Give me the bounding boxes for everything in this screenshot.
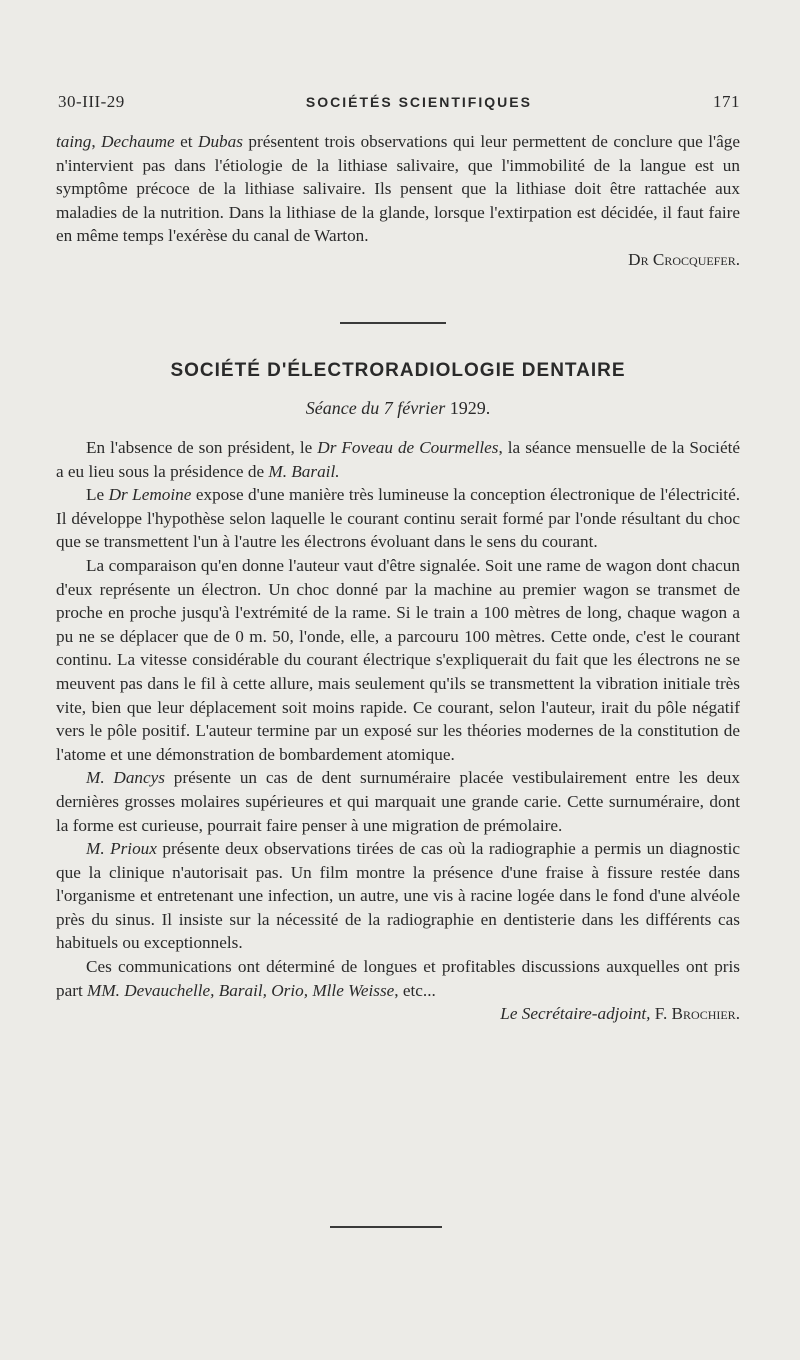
page-number: 171	[713, 92, 740, 111]
paragraph-1: En l'absence de son président, le Dr Foveau de Courmelles, la séance mensuelle de la Société a eu lieu sous la présidence de M. Barail.	[56, 438, 740, 481]
section-divider	[340, 322, 446, 324]
paragraph-3: La comparaison qu'en donne l'auteur vaut d'être signalée. Soit une rame de wagon dont chacun d'eux représente un électron. Un choc donné par la machine au premier wagon se transmet de proche en proche jusqu'à l'extrémité de la rame. Si le train a 100 mètres de long, chaque wagon a pu ne se déplacer que de 0 m. 50, l'onde, elle, a parcouru 100 mètres. Cette onde, c'est le courant continu. La vitesse considérable du courant électrique s'expliquerait du fait que les électrons ne se meuvent pas dans le fil à cette allure, mais seulement qu'ils se transmettent la vibration initiale très vite, bien que leur déplacement soit moins rapide. Ce courant, selon l'auteur, irait du pôle négatif vers le pôle positif. L'auteur termine par un exposé sur les théories modernes de la constitution de l'atome et une démonstration de bombardement atomique.	[56, 555, 740, 764]
paragraph-4: M. Dancys présente un cas de dent surnuméraire placée vestibulairement entre les deux dernières grosses molaires supérieures et qui marquait une grande carie. Cette surnuméraire, dont la forme est curieuse, pourrait faire penser à une migration de prémolaire.	[56, 768, 740, 835]
previous-section	[56, 130, 740, 272]
running-title: SOCIÉTÉS SCIENTIFIQUES	[305, 94, 532, 110]
closing-signature: Le Secrétaire-adjoint, F. Brochier.	[500, 1004, 740, 1024]
end-divider	[330, 1226, 442, 1228]
previous-paragraph: taing, Dechaume et Dubas présentent trois observations qui leur permettent de conclure que l'âge n'intervient pas dans l'étiologie de la lithiase salivaire, que l'immobilité de la langue est un symptôme précoce de la lithiase salivaire. Ils pensent que la lithiase doit être rattachée aux maladies de la nutrition. Dans la lithiase de la glande, lorsque l'extirpation est décidée, il faut faire en même temps l'exérèse du canal de Warton.	[56, 132, 741, 246]
paragraph-6: Ces communications ont déterminé de longues et profitables discussions auxquelles ont pris part MM. Devauchelle, Barail, Orio, Mlle Weisse, etc...	[56, 957, 740, 1000]
session-date: Séance du 7 février 1929.	[305, 398, 491, 418]
page-header	[58, 92, 740, 112]
header-date: 30-III-29	[58, 92, 125, 111]
article-body	[56, 436, 740, 1026]
paragraph-5: M. Prioux présente deux observations tirées de cas où la radiographie a permis un diagnostic que la clinique n'autorisait pas. Un film montre la présence d'une fraise à fissure restée dans l'organisme et entretenant une infection, un autre, une vis à racine logée dans le fond d'une alvéole près du sinus. Il insiste sur la nécessité de la radiographie en dentisterie dans les différents cas habituels ou exceptionnels.	[56, 839, 740, 953]
paragraph-2: Le Dr Lemoine expose d'une manière très lumineuse la conception électronique de l'électricité. Il développe l'hypothèse selon laquelle le courant continu serait formé par l'onde résultant du choc que se transmettent l'un à l'autre les électrons évoluant dans le sens du courant.	[56, 485, 740, 552]
previous-signature: Dr Crocquefer.	[628, 249, 740, 269]
section-title: SOCIÉTÉ D'ÉLECTRORADIOLOGIE DENTAIRE	[170, 360, 626, 381]
